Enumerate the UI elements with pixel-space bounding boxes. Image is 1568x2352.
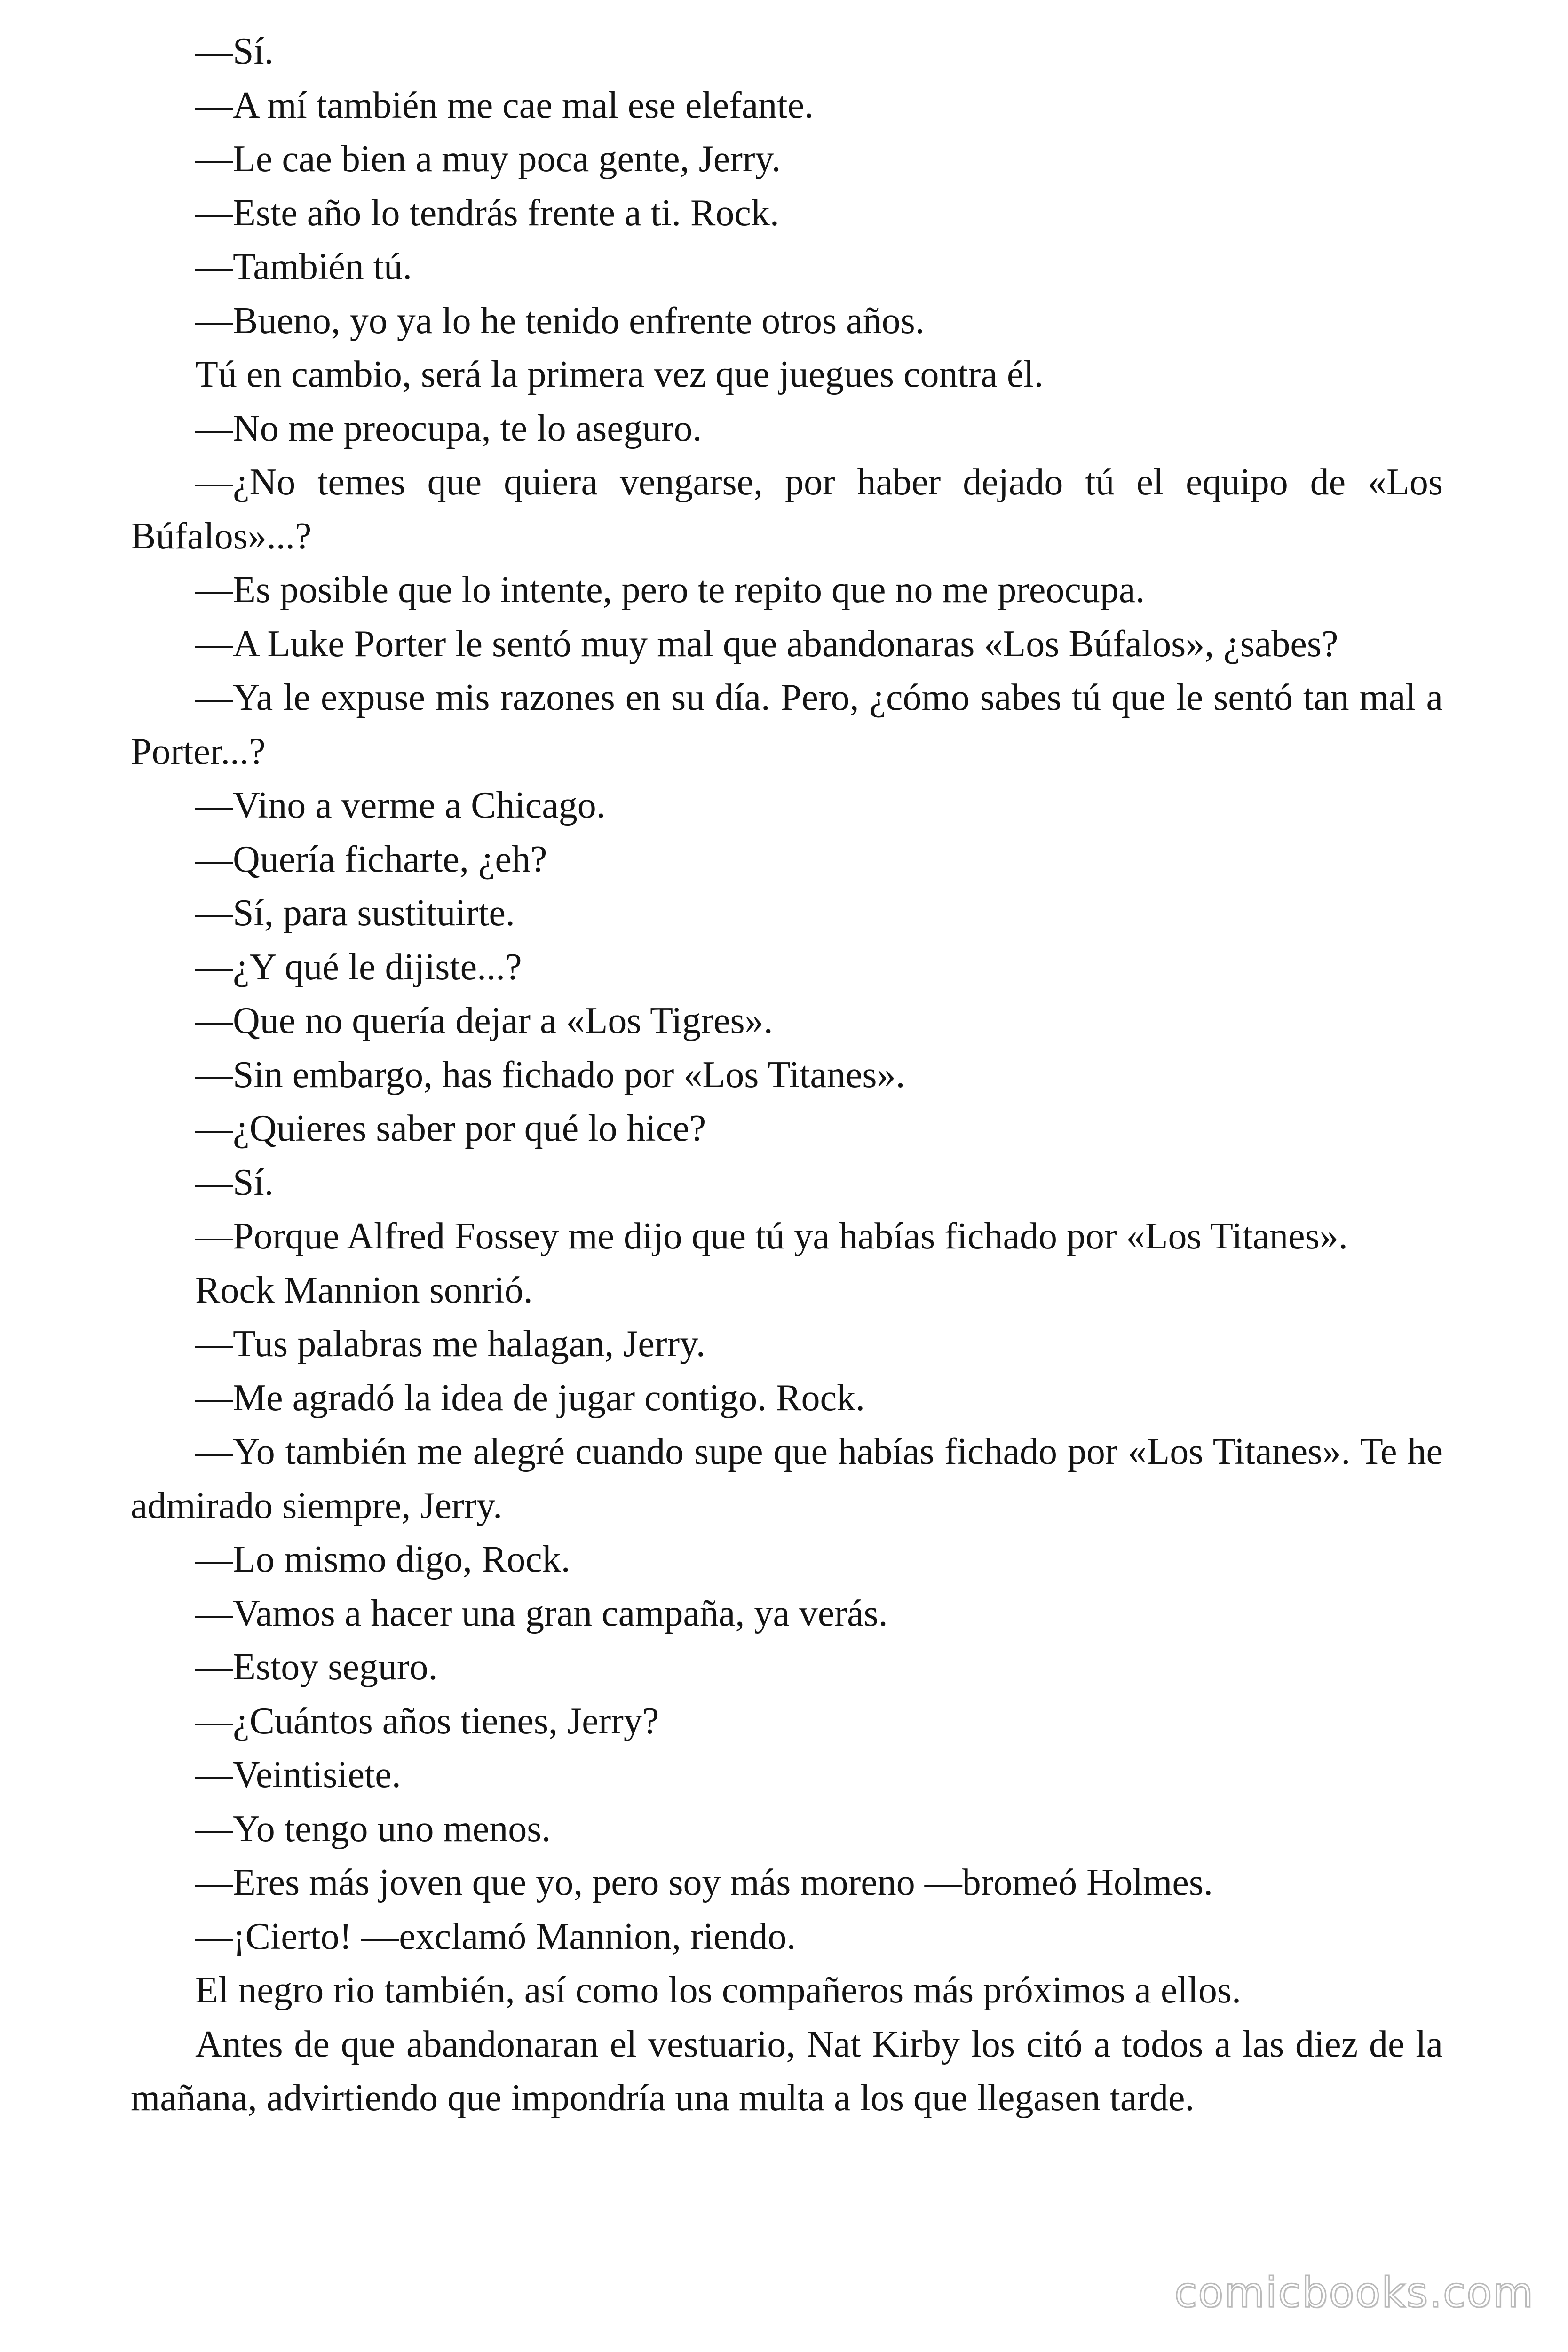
paragraph-3: —Le cae bien a muy poca gente, Jerry. bbox=[195, 138, 781, 180]
paragraph-23: —Tus palabras me halagan, Jerry. bbox=[195, 1323, 705, 1365]
paragraph-21: —Porque Alfred Fossey me dijo que tú ya habías fichado por «Los Titanes». bbox=[195, 1216, 1348, 1257]
paragraph-5: —También tú. bbox=[195, 246, 412, 287]
paragraph-7: Tú en cambio, será la primera vez que juegues contra él. bbox=[195, 354, 1044, 395]
paragraph-30: —Veintisiete. bbox=[195, 1754, 401, 1796]
watermark: comicbooks.com bbox=[1174, 2268, 1534, 2317]
paragraph-29: —¿Cuántos años tienes, Jerry? bbox=[195, 1700, 659, 1742]
paragraph-17: —Que no quería dejar a «Los Tigres». bbox=[195, 1000, 773, 1041]
paragraph-1: —Sí. bbox=[195, 31, 274, 72]
paragraph-16: —¿Y qué le dijiste...? bbox=[195, 946, 522, 988]
paragraph-24: —Me agradó la idea de jugar contigo. Rock. bbox=[195, 1377, 865, 1419]
paragraph-15: —Sí, para sustituirte. bbox=[195, 892, 515, 934]
paragraph-32: —Eres más joven que yo, pero soy más moreno —bromeó Holmes. bbox=[195, 1862, 1213, 1903]
paragraph-9: —¿No temes que quiera vengarse, por haber dejado tú el equipo de «Los Búfalos»...? bbox=[131, 461, 1443, 557]
paragraph-2: —A mí también me cae mal ese elefante. bbox=[195, 84, 814, 126]
paragraph-14: —Quería ficharte, ¿eh? bbox=[195, 838, 547, 880]
paragraph-19: —¿Quieres saber por qué lo hice? bbox=[195, 1108, 706, 1149]
paragraph-18: —Sin embargo, has fichado por «Los Titanes». bbox=[195, 1054, 905, 1096]
paragraph-31: —Yo tengo uno menos. bbox=[195, 1808, 551, 1850]
paragraph-25: —Yo también me alegré cuando supe que habías fichado por «Los Titanes». Te he admirado siempre, Jerry. bbox=[131, 1431, 1443, 1526]
paragraph-11: —A Luke Porter le sentó muy mal que abandonaras «Los Búfalos», ¿sabes? bbox=[195, 623, 1338, 665]
paragraph-10: —Es posible que lo intente, pero te repito que no me preocupa. bbox=[195, 569, 1145, 611]
paragraph-13: —Vino a verme a Chicago. bbox=[195, 785, 606, 826]
paragraph-27: —Vamos a hacer una gran campaña, ya verás. bbox=[195, 1592, 888, 1634]
paragraph-22: Rock Mannion sonrió. bbox=[195, 1269, 533, 1311]
paragraph-34: El negro rio también, así como los compañeros más próximos a ellos. bbox=[195, 1970, 1241, 2011]
paragraph-35: Antes de que abandonaran el vestuario, Nat Kirby los citó a todos a las diez de la mañana, advirtiendo que impondría una multa a los que llegasen tarde. bbox=[131, 2023, 1443, 2119]
paragraph-33: —¡Cierto! —exclamó Mannion, riendo. bbox=[195, 1915, 796, 1957]
paragraph-6: —Bueno, yo ya lo he tenido enfrente otros años. bbox=[195, 300, 925, 342]
paragraph-4: —Este año lo tendrás frente a ti. Rock. bbox=[195, 192, 779, 234]
paragraph-20: —Sí. bbox=[195, 1161, 274, 1203]
body-text bbox=[131, 24, 1443, 2125]
paragraph-8: —No me preocupa, te lo aseguro. bbox=[195, 407, 702, 449]
paragraph-26: —Lo mismo digo, Rock. bbox=[195, 1539, 570, 1580]
paragraph-28: —Estoy seguro. bbox=[195, 1646, 438, 1688]
paragraph-12: —Ya le expuse mis razones en su día. Pero, ¿cómo sabes tú que le sentó tan mal a Porter...? bbox=[131, 677, 1443, 772]
